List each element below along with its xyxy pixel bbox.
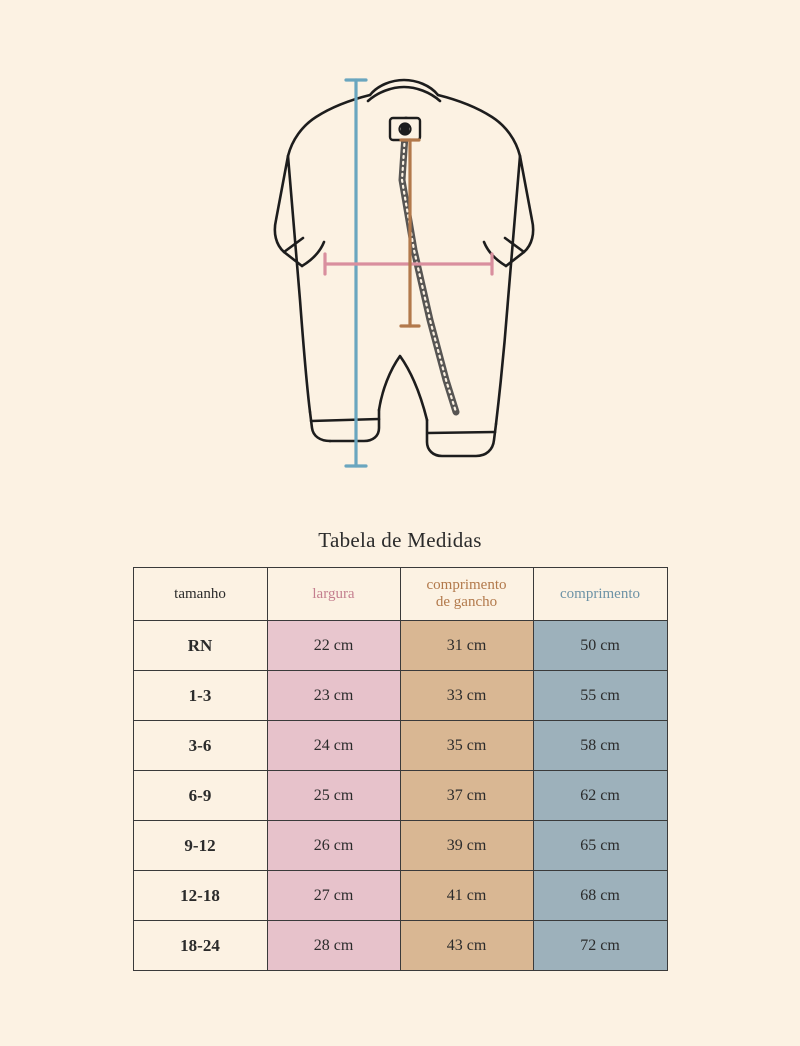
cell-comprimento: 68 cm (533, 871, 667, 921)
table-row (133, 721, 667, 771)
table-row (133, 921, 667, 971)
cell-size: 6-9 (133, 771, 267, 821)
cell-gancho: 33 cm (400, 671, 533, 721)
cell-comprimento: 65 cm (533, 821, 667, 871)
cell-size: 9-12 (133, 821, 267, 871)
table-row (133, 821, 667, 871)
romper-technical-drawing (0, 0, 800, 520)
measurements-section (0, 528, 800, 971)
cell-comprimento: 72 cm (533, 921, 667, 971)
zipper-pull-icon (390, 118, 420, 140)
header-largura: largura (267, 568, 400, 621)
cell-largura: 25 cm (267, 771, 400, 821)
cell-gancho: 43 cm (400, 921, 533, 971)
cell-comprimento: 62 cm (533, 771, 667, 821)
table-row (133, 621, 667, 671)
cell-gancho: 37 cm (400, 771, 533, 821)
header-gancho-line2: de gancho (435, 594, 498, 610)
cell-largura: 24 cm (267, 721, 400, 771)
header-gancho-line1: comprimento (426, 577, 507, 594)
cell-gancho: 31 cm (400, 621, 533, 671)
header-comprimento: comprimento (533, 568, 667, 621)
cell-largura: 22 cm (267, 621, 400, 671)
cell-size: 1-3 (133, 671, 267, 721)
cell-gancho: 41 cm (400, 871, 533, 921)
header-tamanho: tamanho (133, 568, 267, 621)
garment-illustration (0, 0, 800, 520)
table-row (133, 771, 667, 821)
cell-size: RN (133, 621, 267, 671)
cell-gancho: 39 cm (400, 821, 533, 871)
cell-size: 12-18 (133, 871, 267, 921)
cell-largura: 23 cm (267, 671, 400, 721)
cell-largura: 26 cm (267, 821, 400, 871)
table-row (133, 671, 667, 721)
cell-largura: 28 cm (267, 921, 400, 971)
cell-size: 3-6 (133, 721, 267, 771)
length-measure-line (346, 80, 366, 466)
page-title: Tabela de Medidas (318, 528, 482, 552)
cell-gancho: 35 cm (400, 721, 533, 771)
measurements-table (133, 567, 668, 971)
cell-size: 18-24 (133, 921, 267, 971)
cell-comprimento: 50 cm (533, 621, 667, 671)
table-row (133, 871, 667, 921)
cell-comprimento: 58 cm (533, 721, 667, 771)
cell-comprimento: 55 cm (533, 671, 667, 721)
header-comprimento-de-gancho (400, 568, 533, 621)
table-header-row (133, 568, 667, 621)
cell-largura: 27 cm (267, 871, 400, 921)
